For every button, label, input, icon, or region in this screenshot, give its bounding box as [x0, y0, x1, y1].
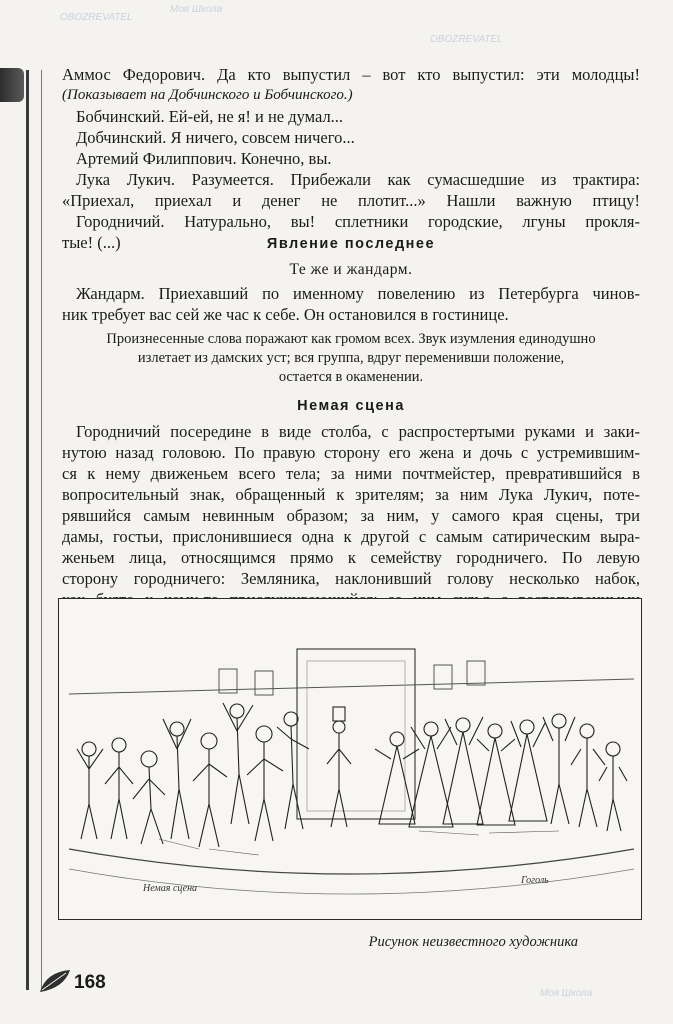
watermark: OBOZREVATEL: [60, 12, 133, 23]
page-number: 168: [74, 972, 106, 993]
stage-note-line: остается в окаменении.: [278, 369, 424, 385]
dialogue-line: Бобчинский. Ей-ей, не я! и не думал...: [76, 107, 344, 126]
stage-direction: (Показывает на Добчинского и Бобчинского.): [62, 87, 353, 103]
signature-left: Немая сцена: [143, 883, 198, 894]
silent-scene-text: [62, 421, 640, 610]
figure-caption: Рисунок неизвестного художника: [368, 934, 578, 950]
paragraph-line: женьем лица, относящимся прямо к семейству городничего. По левую: [62, 548, 640, 567]
stage-note: [62, 330, 640, 387]
paragraph-line: сторону городничего: Земляника, наклонивший голову несколько набок,: [62, 569, 640, 588]
dialogue-block: [62, 64, 640, 253]
watermark: Моя Школа: [540, 988, 593, 999]
dialogue-line: Городничий. Натурально, вы! сплетники городские, лгуны прокля-: [76, 212, 640, 231]
paragraph-line: дамы, гостьи, прислонившиеся одна к другой с самым сатирическим выра-: [62, 527, 640, 546]
scene-cast: Те же и жандарм.: [289, 261, 413, 278]
watermark: Моя Школа: [170, 4, 223, 15]
signature-right: Гоголь: [521, 875, 549, 886]
stage-note-line: Произнесенные слова поражают как громом всех. Звук изумления единодушно: [106, 331, 596, 347]
dialogue-line: Артемий Филиппович. Конечно, вы.: [76, 149, 332, 168]
dialogue-line: Аммос Федорович. Да кто выпустил – вот кто выпустил: эти молодцы!: [62, 65, 640, 84]
stage-note-line: излетает из дамских уст; вся группа, вдруг переменивши положение,: [137, 350, 565, 366]
gendarme-speech: [62, 283, 640, 325]
dialogue-line: тые! (...): [62, 233, 121, 252]
paragraph-line: ся к нему движеньем всего тела; за ними почтмейстер, превратившийся в: [62, 464, 640, 483]
leaf-ornament-icon: [38, 968, 72, 996]
scene-heading: Явление последнее: [266, 236, 436, 252]
silent-scene-heading: Немая сцена: [297, 398, 405, 414]
paragraph-line: вопросительный знак, обращенный к зрителям; за ним Лука Лукич, поте-: [62, 485, 640, 504]
dialogue-line: Добчинский. Я ничего, совсем ничего...: [76, 128, 355, 147]
dialogue-line: «Приехал, приехал и денег не плотит...» Нашли важную птицу!: [62, 191, 640, 210]
dialogue-line: ник требует вас сей же час к себе. Он остановился в гостинице.: [62, 305, 509, 324]
paragraph-line: рявшийся самым невинным образом; за ним, у самого края сцены, три: [62, 506, 640, 525]
sketch-drawing: [59, 599, 640, 918]
paragraph-line: Городничий посередине в виде столба, с распростертыми руками и заки-: [76, 422, 640, 441]
paragraph-line: нутою назад головою. По правую сторону его жена и дочь с устремившим-: [62, 443, 640, 462]
dialogue-line: Лука Лукич. Разумеется. Прибежали как сумасшедшие из трактира:: [76, 170, 640, 189]
page-spine-border: [26, 70, 42, 990]
dialogue-line: Жандарм. Приехавший по именному повелению из Петербурга чинов-: [76, 284, 640, 303]
illustration-silent-scene: [58, 598, 642, 920]
watermark: OBOZREVATEL: [430, 34, 503, 45]
corner-tab: [0, 68, 24, 102]
